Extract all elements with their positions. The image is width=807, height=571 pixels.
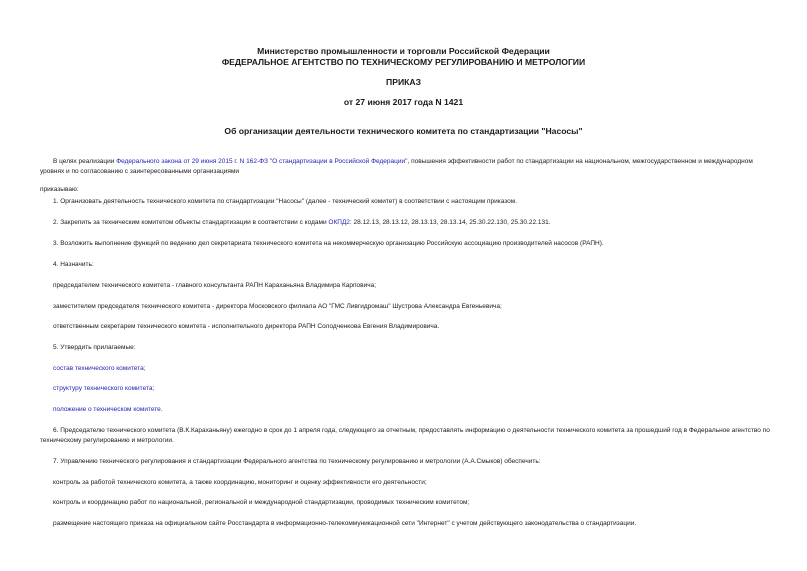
item-4-deputy: заместителем председателя технического комитета - директора Московского филиала АО "ГМС Ливгидромаш" Шустрова Александра Евгеньевича; [53,303,502,310]
item-7-b: контроль и координацию работ по национальной, региональной и международной стандартизации, проводимых техническим комитетом; [53,499,470,506]
doc-date-number: от 27 июня 2017 года N 1421 [343,97,464,107]
doc-subject: Об организации деятельности технического комитета по стандартизации "Насосы" [224,126,583,136]
item-7-a: контроль за работой технического комитета, а также координацию, мониторинг и оценку эффективности его деятельности; [53,479,427,486]
item-5: 5. Утвердить прилагаемые: [53,344,136,351]
ministry-title: Министерство промышленности и торговли Российской Федерации [257,46,550,56]
item-4-secretary: ответственным секретарем технического комитета - исполнительного директора РАПН Солодченкова Евгения Владимировича. [53,323,440,330]
item-7: 7. Управлению технического регулирования и стандартизации Федерального агентства по техническому регулированию и метрологии (А.А.Смыков) обеспечить: [53,458,541,465]
committee-structure-link[interactable]: структуру технического комитета; [53,385,155,392]
order-word: приказываю: [40,186,79,193]
item-7-c: размещение настоящего приказа на официальном сайте Росстандарта в информационно-телекоммуникационной сети "Интернет" с учетом действующего законодательства о стандартизации. [53,520,637,527]
preamble-rest: , повышения эффективности работ по стандартизации на национальном, межгосударственном и международном уровнях и по согласованию с заинтересованными организациями [40,158,753,175]
agency-title: ФЕДЕРАЛЬНОЕ АГЕНТСТВО ПО ТЕХНИЧЕСКОМУ РЕГУЛИРОВАНИЮ И МЕТРОЛОГИИ [221,57,586,67]
item-3: 3. Возложить выполнение функций по ведению дел секретариата технического комитета на некоммерческую организацию Российскую ассоциацию производителей насосов (РАПН). [53,240,604,247]
preamble-intro: В целях реализации [53,158,117,165]
item-1: 1. Организовать деятельность технического комитета по стандартизации "Насосы" (далее - технический комитет) в соответствии с настоящим приказом. [53,198,518,205]
item-2 [53,218,551,228]
item-2-codes: : 28.12.13, 28.13.12, 28.13.13, 28.13.14, 25.30.22.130, 25.30.22.131. [349,219,551,226]
committee-regulation-link[interactable]: положение о техническом комитете. [53,406,163,413]
committee-composition-link[interactable]: состав технического комитета; [53,365,146,372]
okpd2-link[interactable]: ОКПД2 [328,219,350,226]
item-4: 4. Назначить: [53,261,94,268]
item-4-chair: председателем технического комитета - главного консультанта РАПН Караханьяна Владимира Карповича; [53,282,377,289]
federal-law-link[interactable]: Федерального закона от 29 июня 2015 г. N 162-ФЗ "О стандартизации в Российской Федерации" [116,158,408,165]
preamble-paragraph [40,157,770,176]
doc-type: ПРИКАЗ [386,77,421,87]
item-6: 6. Председателю технического комитета (В.К.Караханьяну) ежегодно в срок до 1 апреля года, следующего за отчетным, предоставлять информацию о деятельности технического комитета за прошедший год в Федеральное агентство по техническому регулированию и метрологии. [40,427,770,444]
item-2-text: 2. Закрепить за техническим комитетом объекты стандартизации в соответствии с кодами [53,219,329,226]
